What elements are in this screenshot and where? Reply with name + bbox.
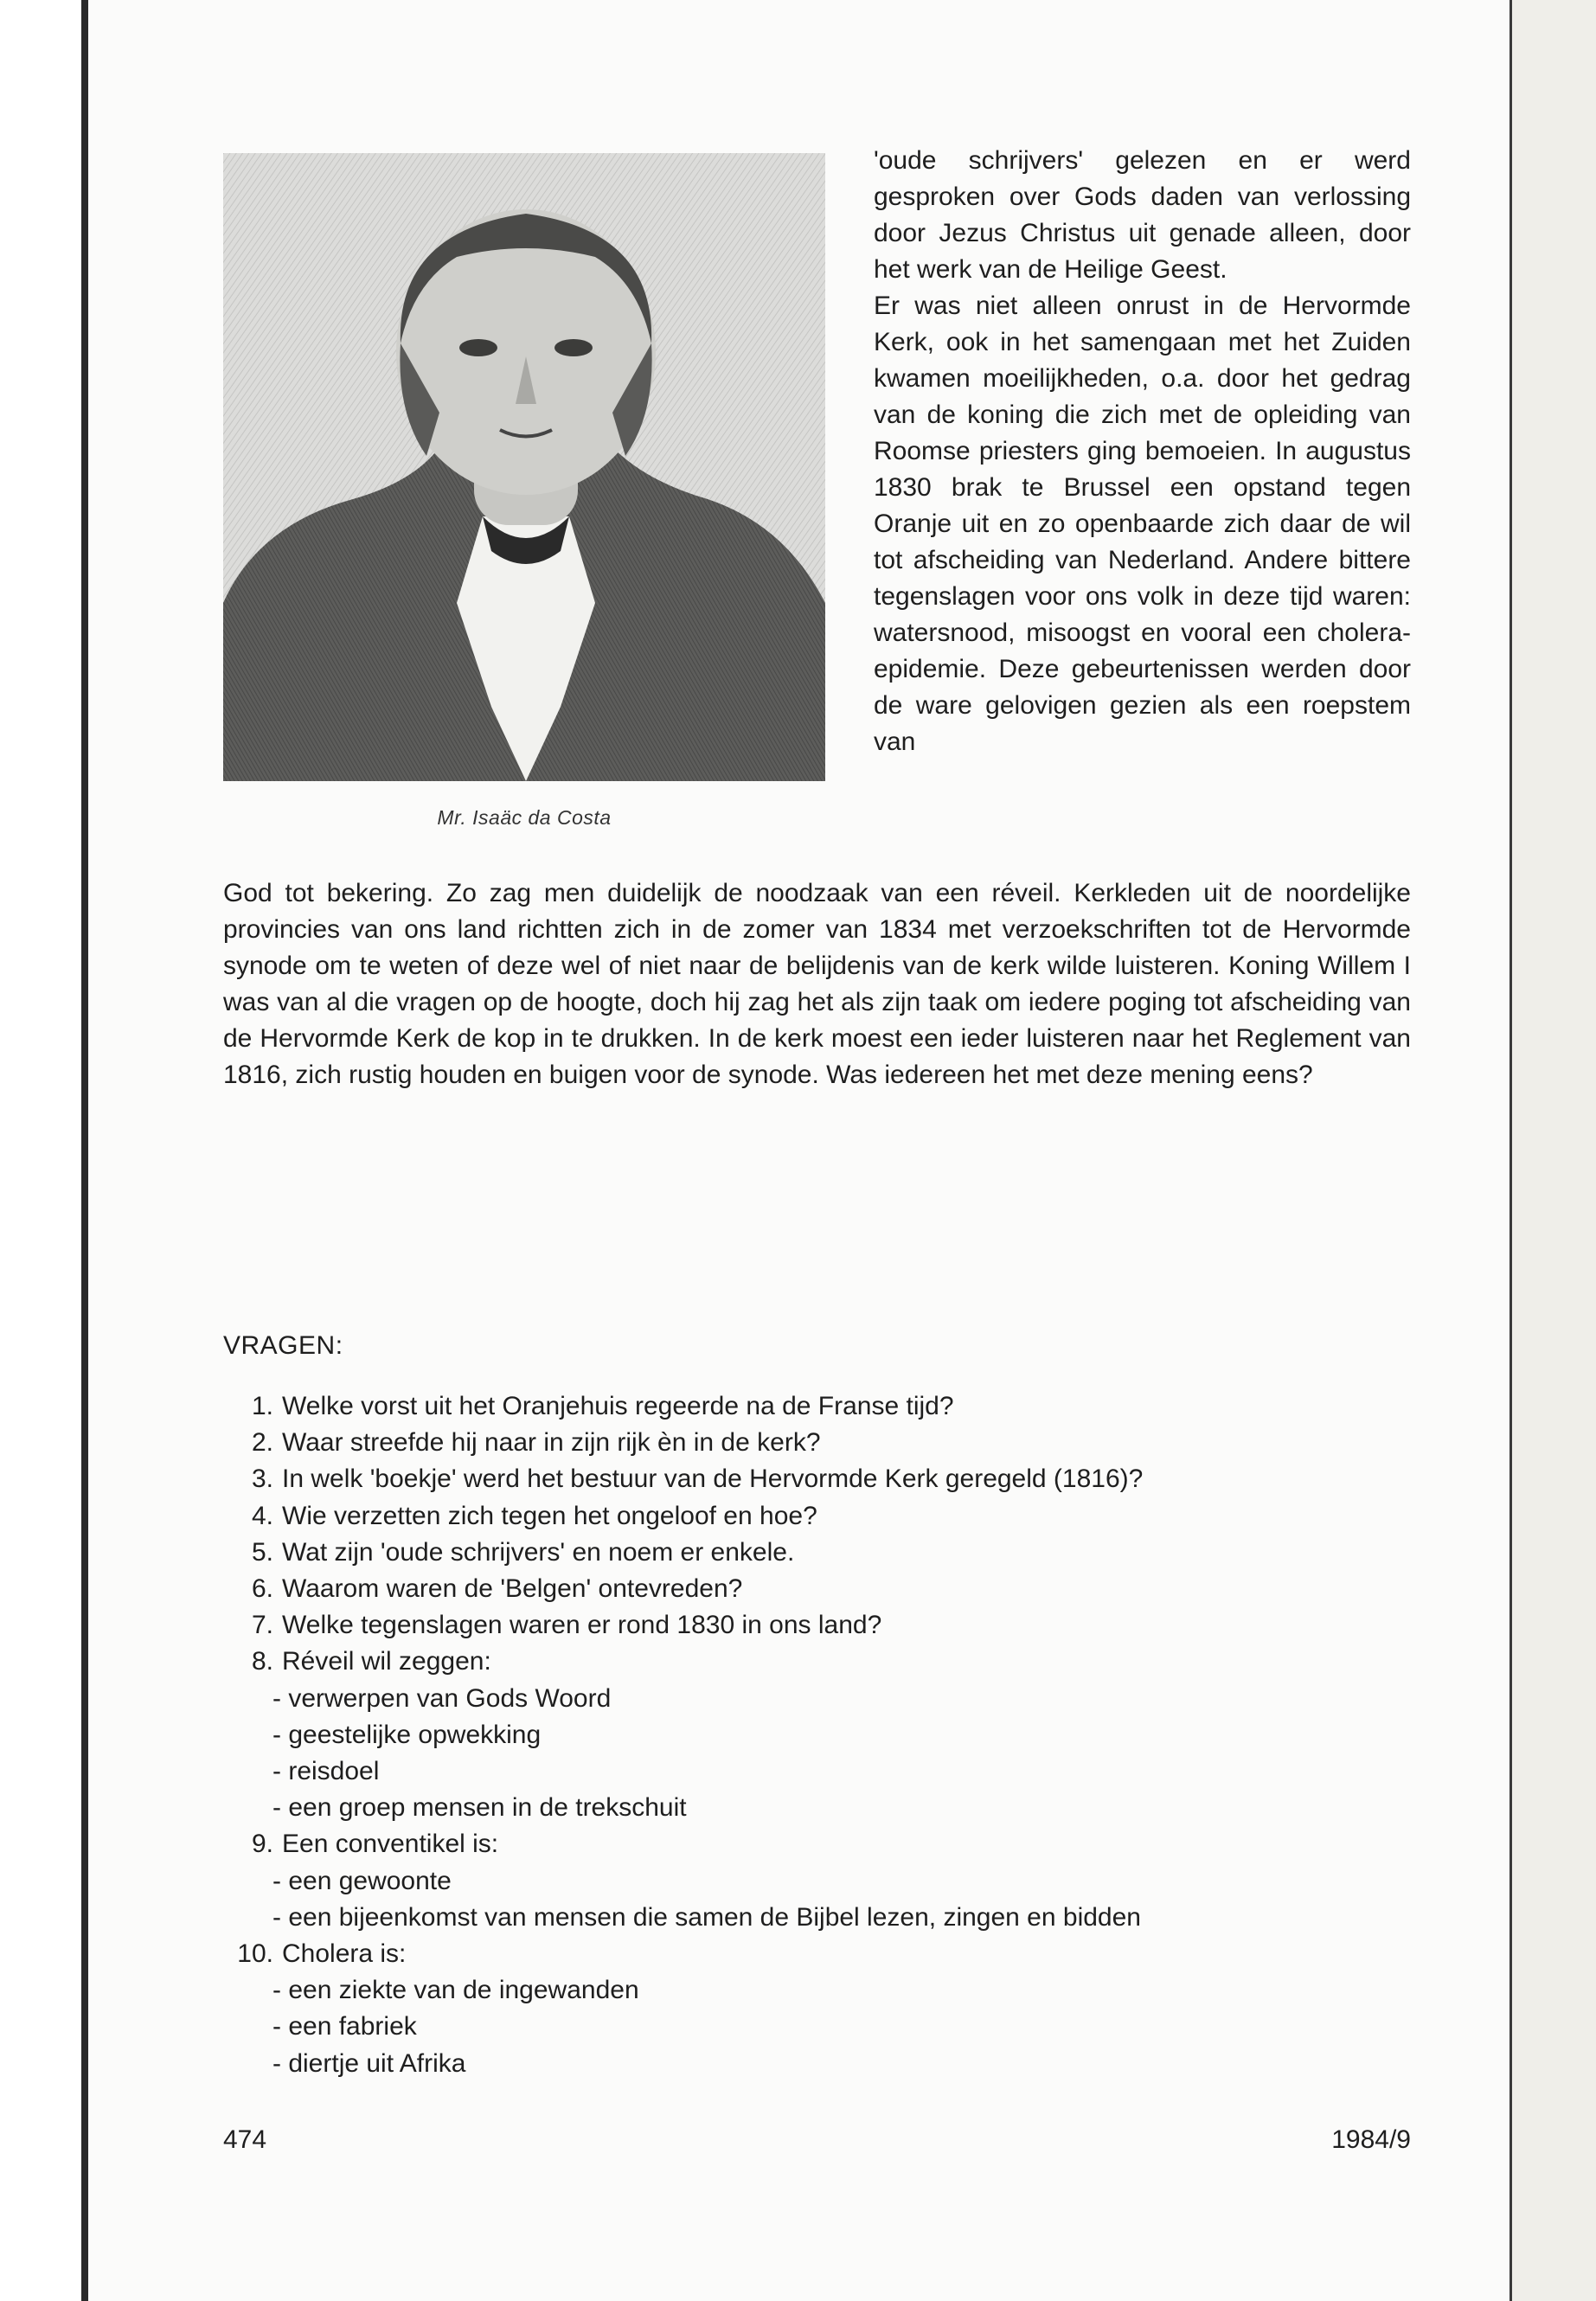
question-item <box>223 1388 1411 1425</box>
article-paragraph: God tot bekering. Zo zag men duidelijk de noodzaak van een réveil. Kerkleden uit de noordelijke provincies van ons land richtten zich in de zomer van 1834 met verzoekschriften tot de Hervormde synode om te weten of deze wel of niet naar de belijdenis van de kerk wilde luisteren. Koning Willem I was van al die vragen op de hoogte, doch hij zag het als zijn taak om iedere poging tot afscheiding van de Hervormde Kerk de kop in te drukken. In de kerk moest een ieder luisteren naar het Reglement van 1816, zich rustig houden en buigen voor de synode. Was iedereen het met deze mening eens? <box>223 879 1411 1089</box>
question-text: Cholera is: <box>282 1939 407 1969</box>
portrait-illustration <box>223 153 825 781</box>
question-number: 7. <box>251 1611 273 1640</box>
portrait-caption: Mr. Isaäc da Costa <box>437 806 612 829</box>
portrait-engraving <box>223 153 825 781</box>
question-item <box>223 1607 1411 1644</box>
scan-edge-line <box>1509 0 1512 2301</box>
issue-number: 1984/9 <box>1331 2125 1411 2154</box>
question-item <box>223 1644 1411 1826</box>
question-number: 8. <box>251 1647 273 1676</box>
question-number: 9. <box>251 1830 273 1859</box>
question-text: Réveil wil zeggen: <box>282 1647 491 1676</box>
article-right-column <box>874 143 1411 760</box>
answer-option: - een gewoonte <box>223 1863 1411 1900</box>
answer-option: - een groep mensen in de trekschuit <box>223 1790 1411 1826</box>
questions-heading: VRAGEN: <box>223 1331 343 1360</box>
questions-list <box>223 1388 1411 2082</box>
question-text: Wie verzetten zich tegen het ongeloof en hoe? <box>282 1501 817 1530</box>
answer-options <box>223 1972 1411 2082</box>
question-item <box>223 1826 1411 1936</box>
article-full-width <box>223 875 1411 1093</box>
question-number: 2. <box>251 1428 273 1458</box>
question-text: Waar streefde hij naar in zijn rijk èn in de kerk? <box>282 1428 821 1458</box>
question-item <box>223 1461 1411 1497</box>
question-text: Welke vorst uit het Oranjehuis regeerde na de Franse tijd? <box>282 1392 954 1420</box>
question-item <box>223 1936 1411 2082</box>
question-number: 5. <box>251 1537 273 1567</box>
answer-option: - verwerpen van Gods Woord <box>223 1681 1411 1717</box>
answer-options <box>223 1681 1411 1827</box>
answer-option: - een fabriek <box>223 2009 1411 2045</box>
question-number: 4. <box>251 1501 273 1530</box>
scan-edge-right <box>1509 0 1596 2301</box>
page-number: 474 <box>223 2125 267 2154</box>
question-text: Welke tegenslagen waren er rond 1830 in ons land? <box>282 1611 882 1640</box>
answer-option: - geestelijke opwekking <box>223 1717 1411 1753</box>
question-text: Een conventikel is: <box>282 1830 499 1859</box>
question-item <box>223 1498 1411 1535</box>
answer-options <box>223 1863 1411 1936</box>
question-text: Waarom waren de 'Belgen' ontevreden? <box>282 1574 743 1604</box>
answer-option: - een ziekte van de ingewanden <box>223 1972 1411 2009</box>
question-text: Wat zijn 'oude schrijvers' en noem er enkele. <box>282 1537 795 1567</box>
question-item <box>223 1425 1411 1461</box>
article-paragraph: 'oude schrijvers' gelezen en er werd gesproken over Gods daden van verlossing door Jezus Christus uit genade alleen, door het werk van de Heilige Geest. <box>874 146 1411 284</box>
question-number: 6. <box>251 1574 273 1604</box>
answer-option: - reisdoel <box>223 1753 1411 1790</box>
question-number: 3. <box>251 1465 273 1494</box>
question-item <box>223 1535 1411 1571</box>
scan-edge-left <box>81 0 88 2301</box>
answer-option: - diertje uit Afrika <box>223 2046 1411 2082</box>
article-paragraph: Er was niet alleen onrust in de Hervormde Kerk, ook in het samengaan met het Zuiden kwamen moeilijkheden, o.a. door het gedrag van de koning die zich met de opleiding van Roomse priesters ging bemoeien. In augustus 1830 brak te Brussel een opstand tegen Oranje uit en zo openbaarde zich daar de wil tot afscheiding van Nederland. Andere bittere tegenslagen voor ons volk in deze tijd waren: watersnood, misoogst en vooral een cholera-epidemie. Deze gebeurtenissen werden door de ware gelovigen gezien als een roepstem van <box>874 292 1411 756</box>
question-number: 1. <box>251 1392 273 1420</box>
question-text: In welk 'boekje' werd het bestuur van de Hervormde Kerk geregeld (1816)? <box>282 1465 1144 1494</box>
question-item <box>223 1571 1411 1607</box>
answer-option: - een bijeenkomst van mensen die samen de Bijbel lezen, zingen en bidden <box>223 1900 1411 1936</box>
question-number: 10. <box>237 1939 273 1969</box>
